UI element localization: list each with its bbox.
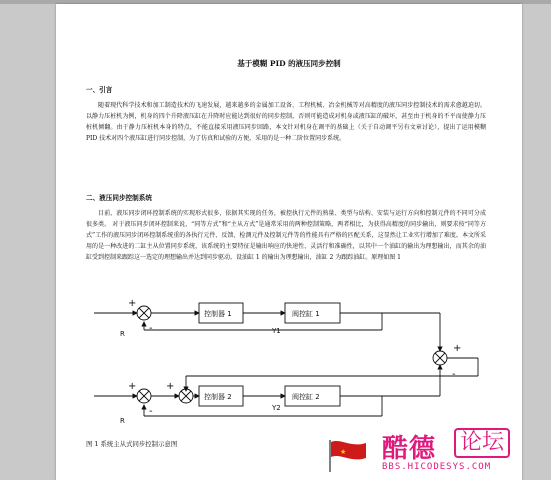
section-2-heading: 二、液压同步控制系统 [86,194,152,202]
forum-watermark [322,428,551,480]
top-input-label: R [120,330,125,338]
svg-text:★: ★ [340,448,347,456]
bottom-plus-sign: + [128,381,137,392]
bottom-plus-sign-2: + [166,381,175,392]
section-1-text: 随着现代科学技术和加工制造技术的飞速发展，越来越多的金属加工设备、工程机械、冶金机械等对高精度的液压同步控制技术的需求愈越迫切。以静力压桩机为例，机身的四个升降液压缸在升降时应能达到很好的同步控制，否则可能造成对机身或液压缸的破坏，甚至由于机身的不平而使静力压桩机倾翻。由于静力压桩机本身的特点，不能直接采用液压同步回路，本文针对机身在调平的基础上（关于自动调平另有文章讨论），提出了运用模糊 PID 技术对四个液压缸进行同步控制，为了仿真和试验的方便，采用的是一种二阶位置同步系统。 [86,102,486,142]
middle-plus-sign: + [453,343,462,354]
valve-cylinder-1-label: 阀控缸 1 [292,310,320,318]
watermark-url: BBS.HICODESYS.COM [382,462,492,472]
bottom-minus-sign: - [149,406,153,417]
top-plus-sign: + [128,298,137,309]
section-2-text: 目前，液压同步闭环控制系统的实现形式很多，依据其实现的任务，被控执行元件的熟量、类型与结构、安装与运行方向和控制元件的不同可分成很多类。 对于液压同步闭环控制来说，“同等方式”和“主从方式”是通常采用的两种控制策略，两者相比，为获得高精度的同步输出，则要求按“同等方式”工作的液压同步闭环控制系统重的各执行元件、反馈、检测元件及控制元件等的性能具有严格的匹配关系，这显然让工业实行增加了难度。本文所采用的是一种改进的二缸主从位置同步系统，该系统的主要特征是输出响应的快速性、灵活行和准确性，以其中一个油缸的输出为理想输出，而其余的油缸受到控制来跟踪这一选定的理想输出并达到同步驱动。设油缸 1 的输出为理想输出，油缸 2 为跟踪油缸。原理如图 1 [86,210,486,261]
document-page [56,4,522,480]
document-title: 基于模糊 PID 的液压同步控制 [237,59,341,68]
sync-control-diagram [56,4,522,480]
bottom-input-label: R [120,417,125,425]
watermark-brand: 酷德 [382,434,437,464]
middle-minus-sign: - [452,369,456,380]
watermark-forum: 论坛 [454,428,510,458]
y2-label: Y2 [272,404,281,412]
valve-cylinder-2-label: 阀控缸 2 [292,393,320,401]
watermark-flag-icon [326,438,372,472]
y1-label: Y1 [272,327,281,335]
section-1-heading: 一、引言 [86,86,113,94]
top-minus-sign: - [149,323,153,334]
controller-1-label: 控制器 1 [204,310,232,318]
controller-2-label: 控制器 2 [204,393,232,401]
figure-caption: 图 1 系统主从式同步控制示意图 [86,440,178,448]
